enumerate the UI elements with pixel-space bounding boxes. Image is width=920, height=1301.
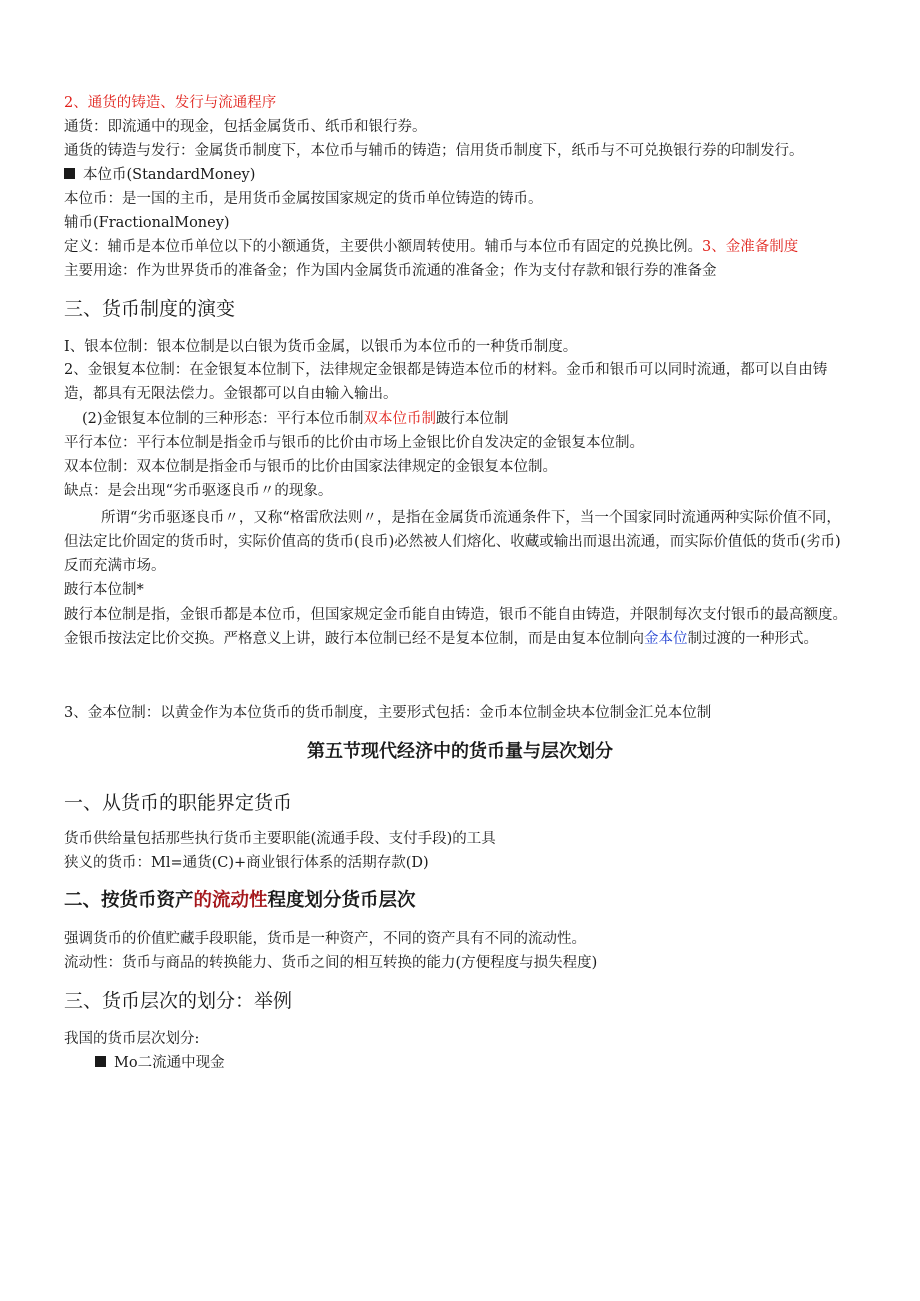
limping-standard-label: 跛行本位制*	[64, 582, 144, 598]
m0-label: Mo二流通中现金	[114, 1055, 225, 1071]
standard-money-label: 本位币(StandardMoney)	[83, 167, 256, 183]
text-greshams-law: 所谓“劣币驱逐良币〃，又称“格雷欣法则〃，是指在金属货币流通条件下，当一个国家同时流通两种实际价值不同，但法定比价固定的货币时，实际价值高的货币(良币)必然被人们熔化、收藏或输出而退出流通，而实际价值低的货币(劣币)反而充满市场。	[64, 510, 841, 574]
section-heading-evolution: 三、货币制度的演变	[64, 298, 236, 320]
text-drawback: 缺点：是会出现“劣币驱逐良币〃的现象。	[64, 483, 333, 499]
fractional-money-label: 辅币(FractionalMoney)	[64, 215, 230, 231]
text-money-supply: 货币供给量包括那些执行货币主要职能(流通手段、支付手段)的工具	[64, 831, 496, 847]
square-bullet-icon	[64, 168, 75, 179]
limping-standard-term: 跛行本位制	[436, 411, 509, 427]
bimetallism-forms-prefix: (2)金银复本位制的三种形态：平行本位币制	[82, 411, 364, 427]
text-fractional-money-definition	[64, 237, 798, 257]
square-bullet-icon	[95, 1056, 106, 1067]
liquidity-heading-part2: 程度划分货币层次	[267, 890, 416, 911]
text-liquidity-definition: 流动性：货币与商品的转换能力、货币之间的相互转换的能力(方便程度与损失程度)	[64, 955, 598, 971]
text-bimetallism-forms	[82, 409, 509, 429]
text-narrow-money: 狭义的货币：Ml=通货(C)+商业银行体系的活期存款(D)	[64, 855, 429, 871]
standard-money-item	[64, 165, 255, 185]
liquidity-heading-part1: 二、按货币资产	[64, 890, 194, 911]
text-currency-minting: 通货的铸造与发行：金属货币制度下，本位币与辅币的铸造；信用货币制度下，纸币与不可兑换银行券的印制发行。	[64, 143, 804, 159]
double-standard-term: 双本位币制	[363, 411, 437, 427]
text-gold-reserve-usage: 主要用途：作为世界货币的准备金；作为国内金属货币流通的准备金；作为支付存款和银行券的准备金	[64, 263, 717, 279]
text-china-money-levels: 我国的货币层次划分:	[64, 1031, 200, 1047]
section-heading-money-levels: 三、货币层次的划分：举例	[64, 990, 293, 1012]
gold-standard-link-term: 金本位	[644, 631, 688, 647]
liquidity-heading-highlight: 的流动性	[193, 890, 268, 911]
limping-standard-tail: 制过渡的一种形式。	[687, 631, 818, 647]
text-silver-standard: I、银本位制：银本位制是以白银为货币金属，以银币为本位币的一种货币制度。	[64, 339, 578, 355]
fractional-money-definition: 定义：辅币是本位币单位以下的小额通货，主要供小额周转使用。辅币与本位币有固定的兑换比例。	[64, 239, 702, 255]
subsection-heading-gold-reserve: 3、金准备制度	[702, 239, 799, 255]
chapter-title: 第五节现代经济中的货币量与层次划分	[307, 741, 613, 762]
text-double-standard: 双本位制：双本位制是指金币与银币的比价由国家法律规定的金银复本位制。	[64, 459, 557, 475]
text-parallel-standard: 平行本位：平行本位制是指金币与银币的比价由市场上金银比价自发决定的金银复本位制。	[64, 435, 644, 451]
text-store-of-value: 强调货币的价值贮藏手段职能，货币是一种资产，不同的资产具有不同的流动性。	[64, 931, 586, 947]
text-limping-standard	[64, 603, 854, 651]
section-heading-define-money: 一、从货币的职能界定货币	[64, 792, 293, 814]
section-heading-liquidity	[64, 888, 416, 914]
text-currency-definition: 通货：即流通中的现金，包括金属货币、纸币和银行券。	[64, 119, 427, 135]
text-standard-money: 本位币：是一国的主币，是用货币金属按国家规定的货币单位铸造的铸币。	[64, 191, 543, 207]
text-gold-standard: 3、金本位制：以黄金作为本位货币的货币制度，主要形式包括：金币本位制金块本位制金汇兑本位制	[64, 705, 712, 721]
subsection-heading-currency-issuance: 2、通货的铸造、发行与流通程序	[64, 95, 277, 111]
m0-item	[95, 1053, 225, 1073]
limping-standard-body: 跛行本位制是指，金银币都是本位币，但国家规定金币能自由铸造，银币不能自由铸造，并限制每次支付银币的最高额度。金银币按法定比价交换。严格意义上讲，跛行本位制已经不是复本位制，而是由复本位制向	[64, 607, 847, 647]
text-bimetallism: 2、金银复本位制：在金银复本位制下，法律规定金银都是铸造本位币的材料。金币和银币可以同时流通，都可以自由铸造，都具有无限法偿力。金银都可以自由输入输出。	[64, 362, 828, 402]
